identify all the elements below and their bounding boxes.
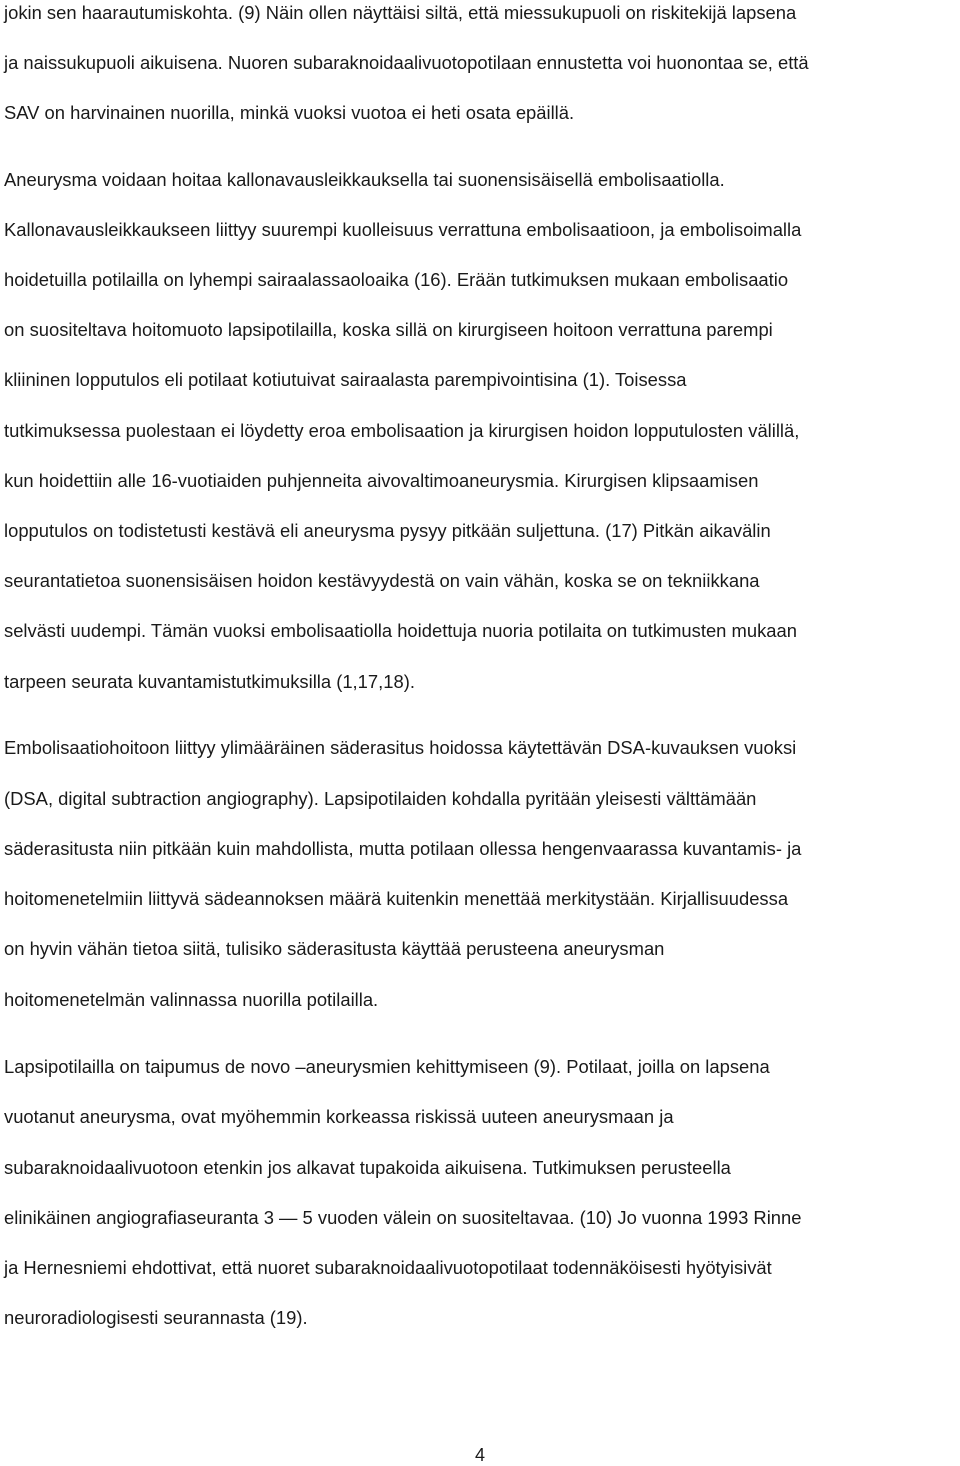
text-line: Embolisaatiohoitoon liittyy ylimääräinen säderasitus hoidossa käytettävän DSA-kuvauksen vuoksi xyxy=(4,737,797,758)
text-line: kliininen lopputulos eli potilaat kotiutuivat sairaalasta parempivointisina (1). Toisessa xyxy=(4,369,687,390)
text-line: on hyvin vähän tietoa siitä, tulisiko säderasitusta käyttää perusteena aneurysman xyxy=(4,938,665,959)
text-line: lopputulos on todistetusti kestävä eli aneurysma pysyy pitkään suljettuna. (17) Pitkän aikavälin xyxy=(4,520,771,541)
text-line: Aneurysma voidaan hoitaa kallonavausleikkauksella tai suonensisäisellä embolisaatiolla. xyxy=(4,169,725,190)
text-line: hoidetuilla potilailla on lyhempi sairaalassaoloaika (16). Erään tutkimuksen mukaan embolisaatio xyxy=(4,269,789,290)
text-line: ja naissukupuoli aikuisena. Nuoren subaraknoidaalivuotopotilaan ennustetta voi huonontaa se, että xyxy=(4,52,809,73)
text-line: selvästi uudempi. Tämän vuoksi embolisaatiolla hoidettuja nuoria potilaita on tutkimusten mukaan xyxy=(4,620,797,641)
text-line: hoitomenetelmän valinnassa nuorilla potilailla. xyxy=(4,989,379,1010)
text-line: hoitomenetelmiin liittyvä sädeannoksen määrä kuitenkin menettää merkitystään. Kirjallisuudessa xyxy=(4,888,789,909)
text-line: tutkimuksessa puolestaan ei löydetty eroa embolisaation ja kirurgisen hoidon lopputulosten välillä, xyxy=(4,420,800,441)
text-line: subaraknoidaalivuotoon etenkin jos alkavat tupakoida aikuisena. Tutkimuksen perusteella xyxy=(4,1157,731,1178)
text-line: (DSA, digital subtraction angiography). Lapsipotilaiden kohdalla pyritään yleisesti välttämään xyxy=(4,788,757,809)
text-line: ja Hernesniemi ehdottivat, että nuoret subaraknoidaalivuotopotilaat todennäköisesti hyötyisivät xyxy=(4,1257,772,1278)
text-line: SAV on harvinainen nuorilla, minkä vuoksi vuotoa ei heti osata epäillä. xyxy=(4,102,575,123)
text-line: säderasitusta niin pitkään kuin mahdollista, mutta potilaan ollessa hengenvaarassa kuvantamis- ja xyxy=(4,838,802,859)
text-line: Kallonavausleikkaukseen liittyy suurempi kuolleisuus verrattuna embolisaatioon, ja embolisoimalla xyxy=(4,219,802,240)
text-line: tarpeen seurata kuvantamistutkimuksilla (1,17,18). xyxy=(4,671,415,692)
text-line: neuroradiologisesti seurannasta (19). xyxy=(4,1307,308,1328)
text-line: vuotanut aneurysma, ovat myöhemmin korkeassa riskissä uuteen aneurysmaan ja xyxy=(4,1106,674,1127)
page-number: 4 xyxy=(474,1445,485,1465)
text-line: jokin sen haarautumiskohta. (9) Näin ollen näyttäisi siltä, että miessukupuoli on riskitekijä lapsena xyxy=(4,2,797,23)
text-line: Lapsipotilailla on taipumus de novo –aneurysmien kehittymiseen (9). Potilaat, joilla on lapsena xyxy=(4,1056,770,1077)
text-line: on suositeltava hoitomuoto lapsipotilailla, koska sillä on kirurgiseen hoitoon verrattuna parempi xyxy=(4,319,773,340)
text-line: elinikäinen angiografiaseuranta 3 — 5 vuoden välein on suositeltavaa. (10) Jo vuonna 1993 Rinne xyxy=(4,1207,802,1228)
text-line: seurantatietoa suonensisäisen hoidon kestävyydestä on vain vähän, koska se on tekniikkana xyxy=(4,570,760,591)
text-line: kun hoidettiin alle 16-vuotiaiden puhjenneita aivovaltimoaneurysmia. Kirurgisen klipsaamisen xyxy=(4,470,759,491)
